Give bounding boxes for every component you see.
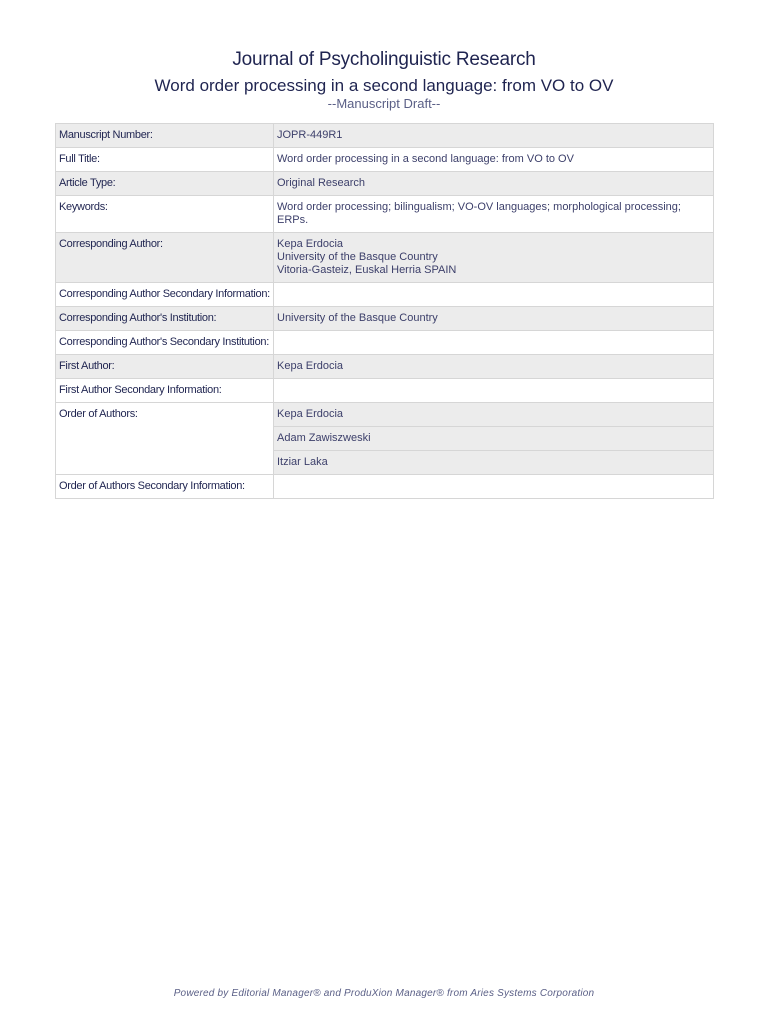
author-name: Kepa Erdocia — [277, 238, 344, 250]
field-label: Corresponding Author's Secondary Institution: — [56, 331, 274, 355]
full-title-value: Word order processing in a second language: from VO to OV — [274, 148, 714, 172]
field-label: Full Title: — [56, 148, 274, 172]
author-affiliation: University of the Basque Country — [277, 251, 438, 263]
author-entry: Itziar Laka — [274, 451, 714, 475]
table-row — [56, 355, 714, 379]
powered-by-footer: Powered by Editorial Manager® and ProduXion Manager® from Aries Systems Corporation — [173, 988, 595, 999]
order-of-authors-secondary-info-value — [274, 475, 714, 499]
field-label: Keywords: — [56, 196, 274, 233]
author-entry: Kepa Erdocia — [274, 403, 714, 427]
corr-author-secondary-info-value — [274, 283, 714, 307]
draft-label: --Manuscript Draft-- — [327, 96, 441, 111]
document-header — [0, 48, 768, 111]
field-label: Order of Authors: — [56, 403, 274, 475]
corr-author-institution-value: University of the Basque Country — [274, 307, 714, 331]
corr-author-secondary-institution-value — [274, 331, 714, 355]
table-row — [56, 331, 714, 355]
table-row — [56, 403, 714, 427]
table-row — [56, 148, 714, 172]
field-label: Article Type: — [56, 172, 274, 196]
author-location: Vitoria-Gasteiz, Euskal Herria SPAIN — [277, 264, 457, 276]
table-row — [56, 307, 714, 331]
first-author-secondary-info-value — [274, 379, 714, 403]
manuscript-metadata-table — [55, 123, 714, 499]
field-label: Corresponding Author's Institution: — [56, 307, 274, 331]
corresponding-author-value — [274, 233, 714, 283]
keywords-value: Word order processing; bilingualism; VO-OV languages; morphological processing; ERPs. — [274, 196, 714, 233]
table-row — [56, 475, 714, 499]
table-row — [56, 233, 714, 283]
field-label: First Author Secondary Information: — [56, 379, 274, 403]
table-row — [56, 172, 714, 196]
article-type-value: Original Research — [274, 172, 714, 196]
table-row — [56, 196, 714, 233]
table-row — [56, 124, 714, 148]
field-label: First Author: — [56, 355, 274, 379]
table-row — [56, 379, 714, 403]
manuscript-title: Word order processing in a second language: from VO to OV — [154, 76, 614, 95]
table-row — [56, 283, 714, 307]
first-author-value: Kepa Erdocia — [274, 355, 714, 379]
field-label: Corresponding Author Secondary Information: — [56, 283, 274, 307]
journal-name: Journal of Psycholinguistic Research — [232, 49, 536, 70]
field-label: Manuscript Number: — [56, 124, 274, 148]
field-label: Corresponding Author: — [56, 233, 274, 283]
field-label: Order of Authors Secondary Information: — [56, 475, 274, 499]
manuscript-number-value: JOPR-449R1 — [274, 124, 714, 148]
author-entry: Adam Zawiszweski — [274, 427, 714, 451]
